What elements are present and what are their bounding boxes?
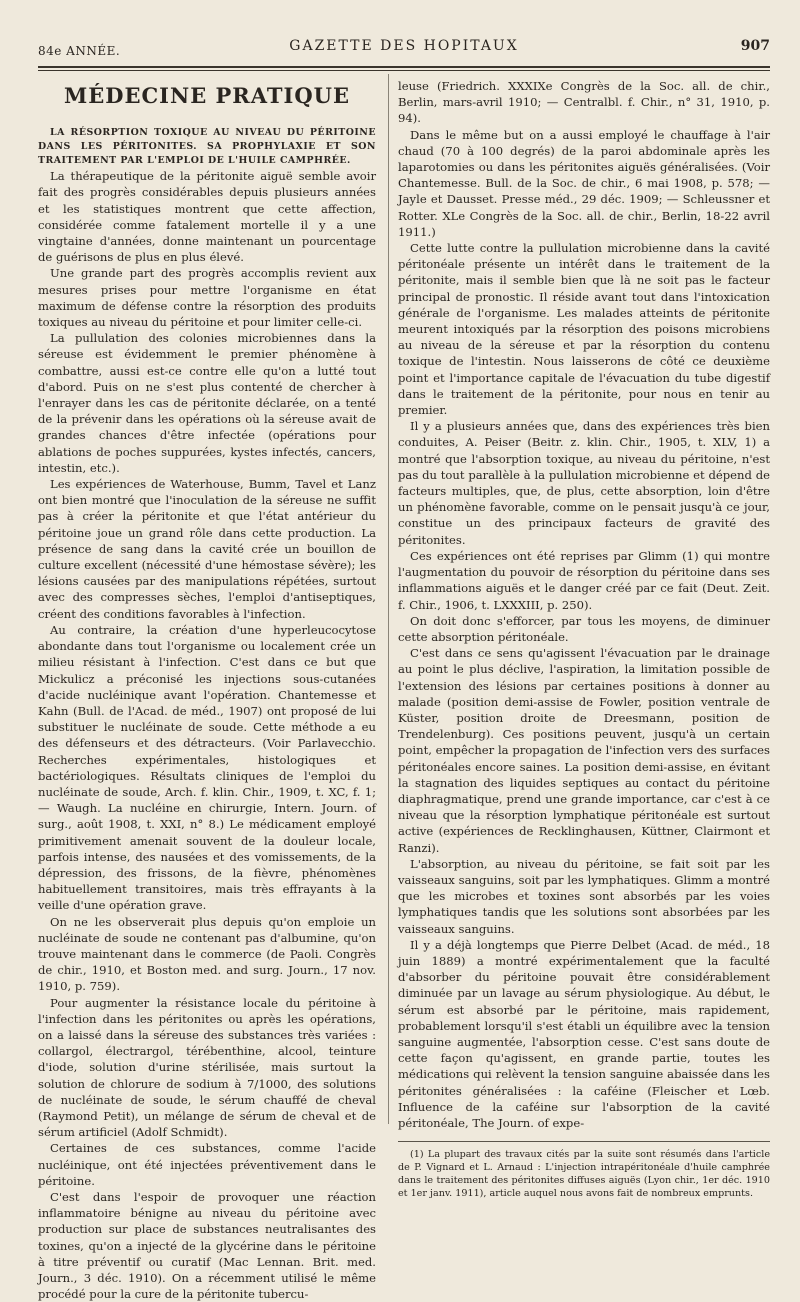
paragraph: La thérapeutique de la péritonite aiguë semble avoir fait des progrès considérables depuis plusieurs années et les statistiques montrent que cette affection, considérée comme fatalement mortelle il y a une vingtaine d'années, donne maintenant un pourcentage de guérisons de plus en plus élevé. <box>38 169 376 265</box>
right-column <box>398 78 770 1200</box>
header-rule-thick <box>38 66 770 68</box>
header-rule-thin <box>38 70 770 71</box>
paragraph: Certaines de ces substances, comme l'acide nucléinique, ont été injectées préventivement dans le péritoine. <box>38 1141 376 1188</box>
paragraph: Il y a plusieurs années que, dans des expériences très bien conduites, A. Peiser (Beitr. z. klin. Chir., 1905, t. XLV, 1) a montré que l'absorption toxique, au niveau du péritoine, n'est pas du tout parallèle à la pullulation microbienne et dépend de facteurs multiples, que, de plus, cette absorption, loin d'être un phénomène favorable, comme on le pensait jusqu'à ce jour, constitue un des principaux facteurs de gravité des péritonites. <box>398 419 770 547</box>
page-header <box>38 38 770 64</box>
header-page-number: 907 <box>740 38 770 54</box>
left-column <box>38 78 376 1302</box>
paragraph: Dans le même but on a aussi employé le chauffage à l'air chaud (70 à 100 degrés) de la paroi abdominale après les laparotomies ou dans les péritonites aiguës généralisées. (Voir Chantemesse. Bull. de la Soc. de chir., 6 mai 1908, p. 578; — Jayle et Dausset. Presse méd., 29 déc. 1909; — Schleussner et Rotter. XLe Congrès de la Soc. all. de chir., Berlin, 18-22 avril 1911.) <box>398 127 770 239</box>
paragraph: Au contraire, la création d'une hyperleucocytose abondante dans tout l'organisme ou localement crée un milieu résistant à l'infection. C'est dans ce but que Mickulicz a préconisé les injections sous-cutanées d'acide nucléinique avant l'opération. Chantemesse et Kahn (Bull. de l'Acad. de méd., 1907) ont proposé de lui substituer le nucléinate de soude. Cette méthode a eu des défenseurs et des détracteurs. (Voir Parlavecchio. Recherches expérimentales, histologiques et bactériologiques. Résultats cliniques de l'emploi du nucléinate de soude, Arch. f. klin. Chir., 1909, t. XC, f. 1; — Waugh. La nucléine en chirurgie, Intern. Journ. of surg., août 1908, t. XXI, n° 8.) Le médicament employé primitivement amenait souvent de la douleur locale, parfois intense, des nausées et des vomissements, de la dépression, des frissons, de la fièvre, phénomènes habituellement transitoires, mais très effrayants à la veille d'une opération grave. <box>38 622 376 913</box>
paragraph: La pullulation des colonies microbiennes dans la séreuse est évidemment le premier phénomène à combattre, aussi est-ce contre elle qu'on a lutté tout d'abord. Puis on ne s'est plus contenté de chercher à l'enrayer dans les cas de péritonite déclarée, on a tenté de la prévenir dans les opérations où la séreuse avait de grandes chances d'être infectée (opérations pour ablations de poches suppurées, kystes infectés, cancers, intestin, etc.). <box>38 331 376 475</box>
footnote-divider <box>398 1141 770 1142</box>
paragraph: Les expériences de Waterhouse, Bumm, Tavel et Lanz ont bien montré que l'inoculation de la séreuse ne suffit pas à créer la péritonite et que l'état antérieur du péritoine joue un grand rôle dans cette production. La présence de sang dans la cavité crée un bouillon de culture excellent (nécessité d'une hémostase sévère); les lésions causées par des manipulations répétées, surtout avec des compresses sèches, l'emploi d'antiseptiques, créent des conditions favorables à l'infection. <box>38 477 376 621</box>
paragraph: C'est dans l'espoir de provoquer une réaction inflammatoire bénigne au niveau du péritoine avec production sur place de substances neutralisantes des toxines, qu'on a injecté de la glycérine dans le péritoine à titre préventif ou curatif (Mac Lennan. Brit. med. Journ., 3 déc. 1910). On a récemment utilisé le même procédé pour la cure de la péritonite tubercu- <box>38 1190 376 1302</box>
paragraph: Il y a déjà longtemps que Pierre Delbet (Acad. de méd., 18 juin 1889) a montré expérimentalement que la faculté d'absorber du péritoine pouvait être considérablement diminuée par un lavage au sérum physiologique. Au début, le sérum est absorbé par le péritoine, mais rapidement, probablement lorsqu'il s'est établi un équilibre avec la tension sanguine augmentée, l'absorption cesse. C'est sans doute de cette façon qu'agissent, en grande partie, toutes les médications qui relèvent la tension sanguine abaissée dans les péritonites généralisées : la caféine (Fleischer et Lœb. Influence de la caféine sur l'absorption de la cavité péritonéale, The Journ. of expe- <box>398 937 770 1130</box>
paragraph: Cette lutte contre la pullulation microbienne dans la cavité péritonéale présente un intérêt dans le traitement de la péritonite, mais il semble bien que là ne soit pas le facteur principal de pronostic. Il réside avant tout dans l'intoxication générale de l'organisme. Les malades atteints de péritonite meurent intoxiqués par la résorption des poisons microbiens au niveau de la séreuse et par la résorption du contenu toxique de l'intestin. Nous laisserons de côté ce deuxième point et l'importance capitale de l'évacuation du tube digestif dans le traitement de la péritonite, pour nous en tenir au premier. <box>398 241 770 418</box>
paragraph: On ne les observerait plus depuis qu'on emploie un nucléinate de soude ne contenant pas d'albumine, qu'on trouve maintenant dans le commerce (de Paoli. Congrès de chir., 1910, et Boston med. and surg. Journ., 17 nov. 1910, p. 759). <box>38 914 376 994</box>
article-title: LA RÉSORPTION TOXIQUE AU NIVEAU DU PÉRITOINE DANS LES PÉRITONITES. SA PROPHYLAXIE ET SON TRAITEMENT PAR L'EMPLOI DE L'HUILE CAMPHRÉE. <box>38 127 376 167</box>
paragraph: C'est dans ce sens qu'agissent l'évacuation par le drainage au point le plus déclive, l'aspiration, la limitation possible de l'extension des lésions par certaines positions à donner au malade (position demi-assise de Fowler, position ventrale de Küster, position droite de Dreesmann, position de Trendelenburg). Ces positions peuvent, jusqu'à un certain point, empêcher la propagation de l'infection vers des surfaces péritonéales encore saines. La position demi-assise, en évitant la stagnation des liquides septiques au contact du péritoine diaphragmatique, prend une grande importance, car c'est à ce niveau que la résorption lymphatique péritonéale est surtout active (expériences de Recklinghausen, Küttner, Clairmont et Ranzi). <box>398 646 770 855</box>
header-journal-title: GAZETTE DES HOPITAUX <box>289 38 519 54</box>
paragraph: Pour augmenter la résistance locale du péritoine à l'infection dans les péritonites ou après les opérations, on a laissé dans la séreuse des substances très variées : collargol, électrargol, térébenthine, alcool, teinture d'iode, solution d'urine stérilisée, mais surtout la solution de chlorure de sodium à 7/1000, des solutions de nucléinate de soude, le sérum chauffé de cheval (Raymond Petit), un mélange de sérum de cheval et de sérum artificiel (Adolf Schmidt). <box>38 995 376 1140</box>
header-year: 84e ANNÉE. <box>38 44 121 58</box>
paragraph: On doit donc s'efforcer, par tous les moyens, de diminuer cette absorption péritonéale. <box>398 613 770 644</box>
paragraph: Ces expériences ont été reprises par Glimm (1) qui montre l'augmentation du pouvoir de résorption du péritoine dans ses inflammations aiguës et le danger créé par ce fait (Deut. Zeit. f. Chir., 1906, t. LXXXIII, p. 250). <box>398 548 770 612</box>
paragraph: L'absorption, au niveau du péritoine, se fait soit par les vaisseaux sanguins, soit par les lymphatiques. Glimm a montré que les microbes et toxines sont absorbés par les voies lymphatiques tandis que les solutions sont absorbées par les vaisseaux sanguins. <box>398 856 770 936</box>
paragraph: leuse (Friedrich. XXXIXe Congrès de la Soc. all. de chir., Berlin, mars-avril 1910; — Centralbl. f. Chir., n° 31, 1910, p. 94). <box>398 79 770 126</box>
column-separator <box>388 74 389 1124</box>
section-title: MÉDECINE PRATIQUE <box>64 83 350 108</box>
footnote: (1) La plupart des travaux cités par la suite sont résumés dans l'article de P. Vignard et L. Arnaud : L'injection intrapéritonéale d'huile camphrée dans le traitement des péritonites diffuses aiguës (Lyon chir., 1er déc. 1910 et 1er janv. 1911), article auquel nous avons fait de nombreux emprunts. <box>398 1149 770 1200</box>
paragraph: Une grande part des progrès accomplis revient aux mesures prises pour mettre l'organisme en état maximum de défense contre la résorption des produits toxiques au niveau du péritoine et pour limiter celle-ci. <box>38 266 376 330</box>
